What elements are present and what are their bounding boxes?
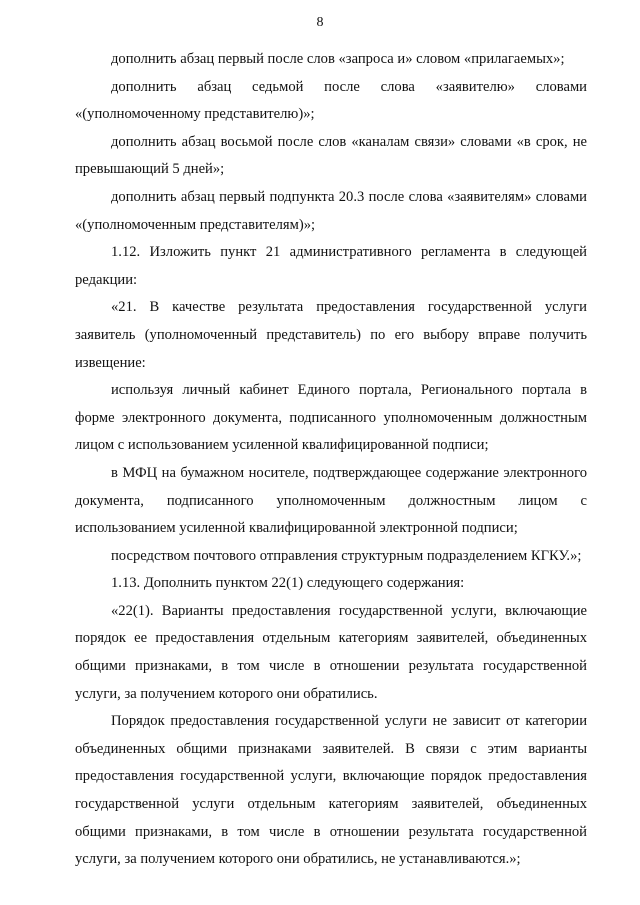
paragraph-1: дополнить абзац первый после слов «запроса и» словом «прилагаемых»; xyxy=(111,51,565,67)
paragraph-10: 1.13. Дополнить пунктом 22(1) следующего содержания: xyxy=(111,575,465,592)
paragraph-6: «21. В качестве результата предоставления государственной услуги заявитель (уполномоченный представитель) по его выбору вправе получить извещение: xyxy=(75,299,587,371)
paragraph-9: посредством почтового отправления структурным подразделением КГКУ.»; xyxy=(111,547,582,564)
paragraph-3: дополнить абзац восьмой после слов «каналам связи» словами «в срок, не превышающий 5 дней»; xyxy=(75,133,587,178)
paragraph-11: «22(1). Варианты предоставления государственной услуги, включающие порядок ее предоставления отдельным категориям заявителей, объединенных общими признаками, в том числе в отношении результата государственной услуги, за получением которого они обратились. xyxy=(75,602,587,702)
document-body xyxy=(75,46,587,874)
paragraph-7: используя личный кабинет Единого портала, Регионального портала в форме электронного документа, подписанного уполномоченным должностным лицом с использованием усиленной квалифицированной подписи; xyxy=(75,382,587,454)
paragraph-2: дополнить абзац седьмой после слова «заявителю» словами «(уполномоченному представителю)»; xyxy=(75,78,587,123)
paragraph-4: дополнить абзац первый подпункта 20.3 после слова «заявителям» словами «(уполномоченным представителям)»; xyxy=(75,188,587,233)
page-number: 8 xyxy=(316,15,324,30)
paragraph-5: 1.12. Изложить пункт 21 административного регламента в следующей редакции: xyxy=(75,244,587,288)
paragraph-8: в МФЦ на бумажном носителе, подтверждающее содержание электронного документа, подписанного уполномоченным должностным лицом с использованием усиленной квалифицированной электронной подписи; xyxy=(75,464,587,537)
paragraph-12: Порядок предоставления государственной услуги не зависит от категории объединенных общими признаками заявителей. В связи с этим варианты предоставления государственной услуги, включающие порядок предоставления государственной услуги отдельным категориям заявителей, объединенных общими признаками, в том числе в отношении результата государственной услуги, за получением которого они обратились, не устанавливаются.»; xyxy=(75,713,587,868)
